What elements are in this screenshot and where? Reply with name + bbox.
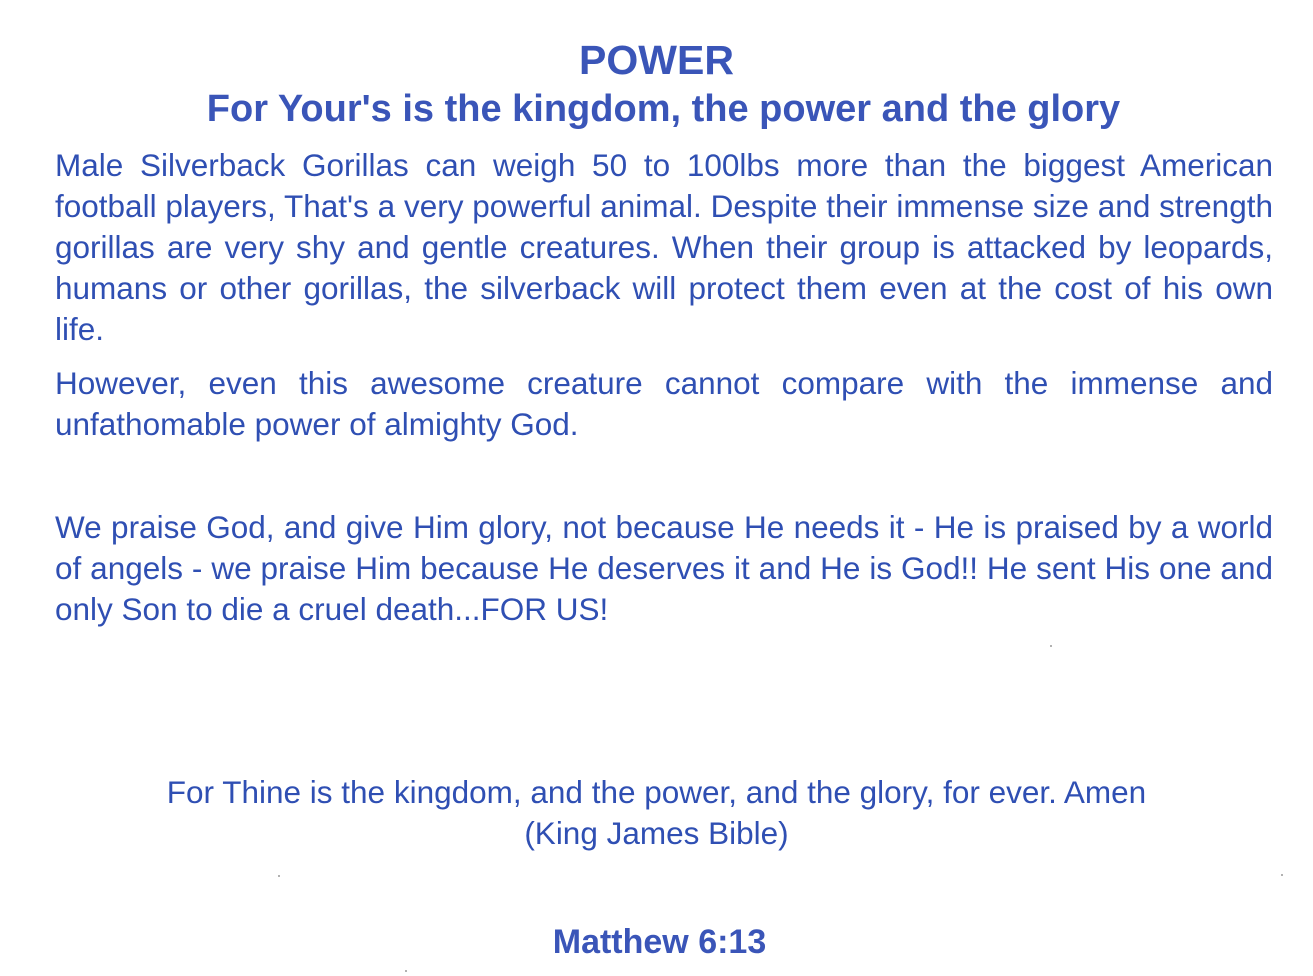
scripture-reference: Matthew 6:13 <box>552 923 767 961</box>
page-title: POWER <box>579 37 734 83</box>
scan-speck <box>405 970 407 972</box>
verse-source: (King James Bible) <box>524 815 789 851</box>
scan-speck <box>278 875 280 877</box>
scan-speck <box>1281 874 1283 876</box>
verse-text: For Thine is the kingdom, and the power, and the glory, for ever. Amen <box>166 774 1147 810</box>
paragraph-praise: We praise God, and give Him glory, not because He needs it - He is praised by a world of angels - we praise Him because He deserves it and He is God!! He sent His one and only Son to die a cruel death...FOR US! <box>55 509 1273 627</box>
page-subtitle: For Your's is the kingdom, the power and the glory <box>206 88 1121 130</box>
verse-block <box>0 772 1313 854</box>
scan-speck <box>1050 645 1052 647</box>
paragraph-comparison: However, even this awesome creature cannot compare with the immense and unfathomable power of almighty God. <box>55 365 1273 442</box>
paragraph-gorillas: Male Silverback Gorillas can weigh 50 to 100lbs more than the biggest American football players, That's a very powerful animal. Despite their immense size and strength gorillas are very shy and gentle creatures. When their group is attacked by leopards, humans or other gorillas, the silverback will protect them even at the cost of his own life. <box>55 147 1273 347</box>
